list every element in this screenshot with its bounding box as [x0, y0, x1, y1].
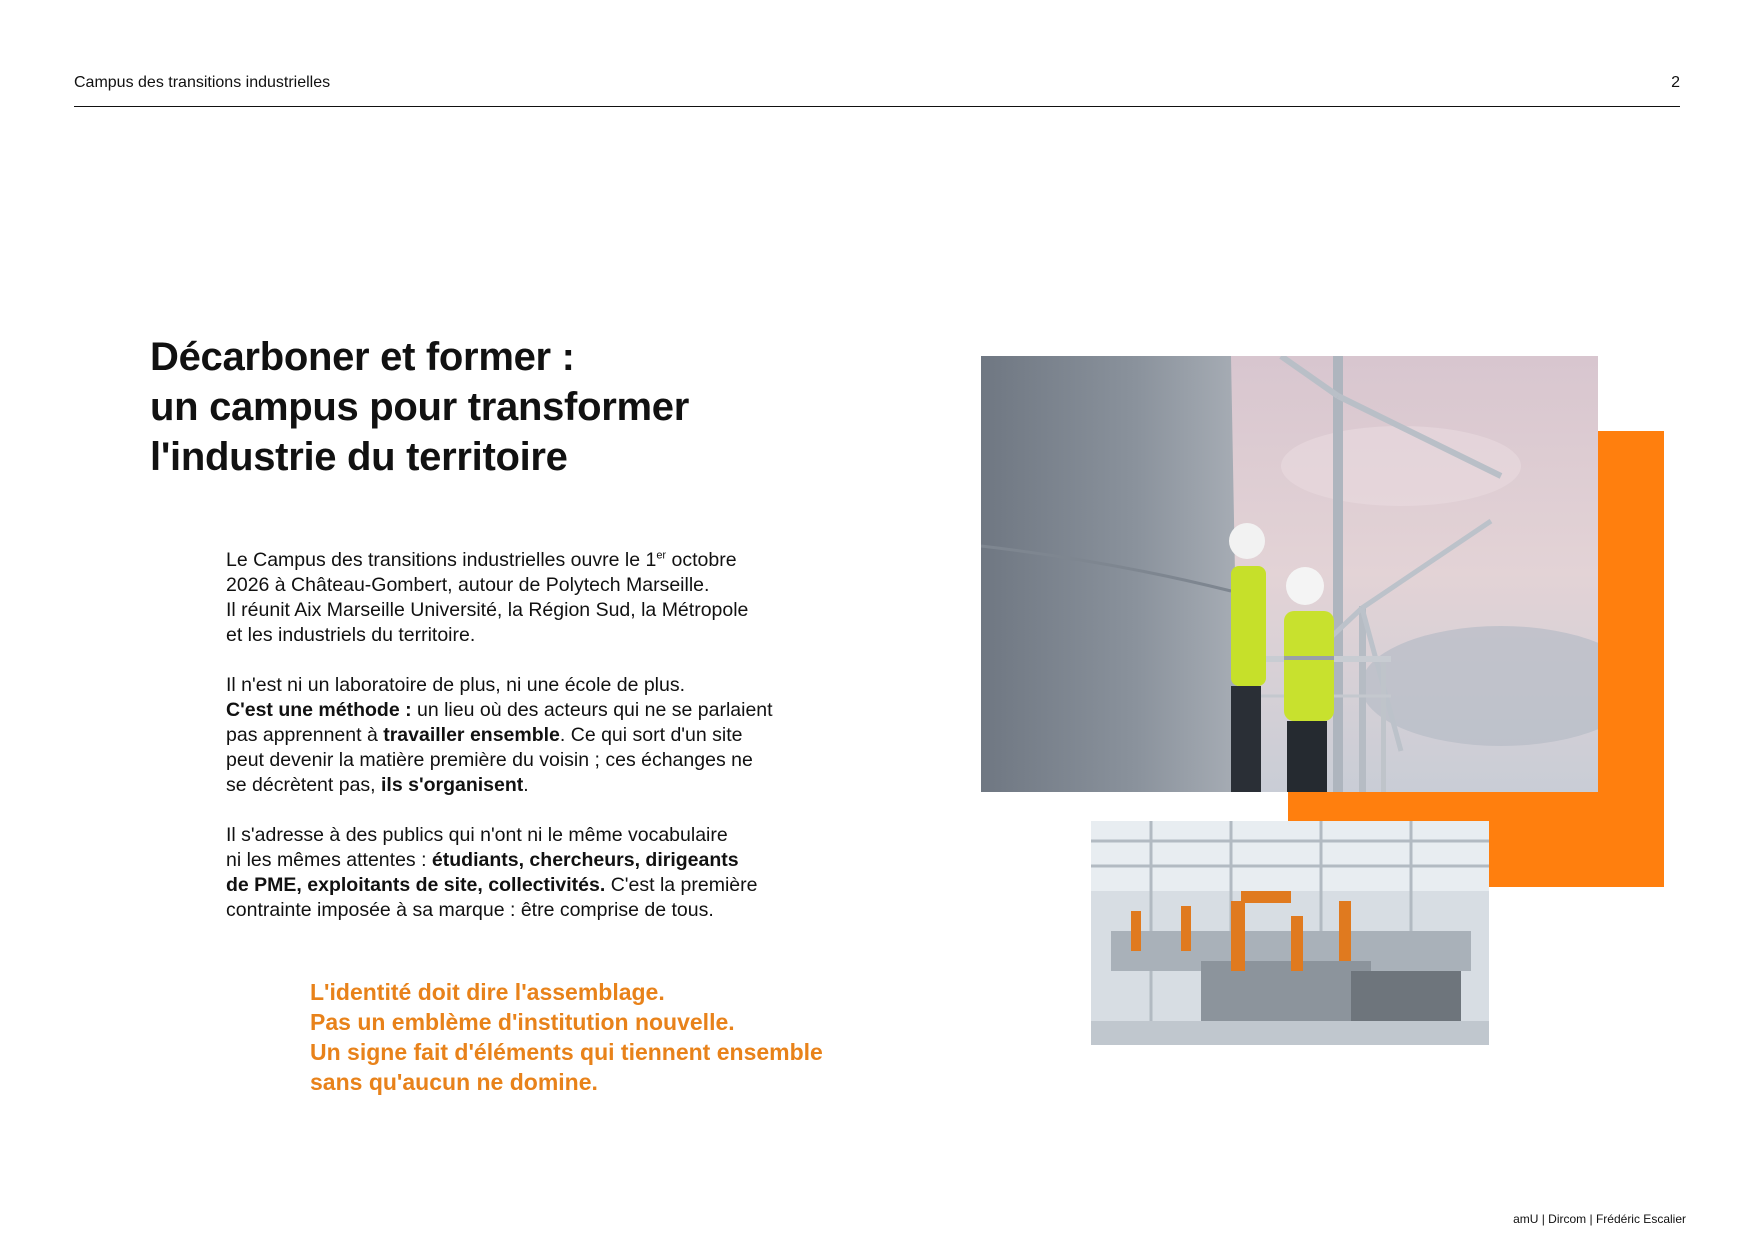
header-title: Campus des transitions industrielles [74, 74, 331, 91]
page-title [150, 332, 689, 482]
text-line: contrainte imposée à sa marque : être comprise de tous. [226, 899, 714, 921]
text-line [226, 773, 816, 798]
text-line: Il s'adresse à des publics qui n'ont ni le même vocabulaire [226, 824, 728, 846]
text-line [226, 873, 816, 898]
text-line [226, 698, 816, 723]
bold-text: de PME, exploitants de site, collectivités. [226, 874, 606, 896]
title-line: un campus pour transformer [150, 385, 689, 429]
bold-text: étudiants, chercheurs, dirigeants [431, 849, 739, 871]
quote-line: L'identité doit dire l'assemblage. [310, 979, 665, 1005]
text-line: Il réunit Aix Marseille Université, la Région Sud, la Métropole [226, 599, 749, 621]
text-run: se décrètent pas, [226, 774, 382, 796]
quote-line: Un signe fait d'éléments qui tiennent ensemble [310, 1039, 823, 1065]
page-number: 2 [1671, 74, 1680, 91]
text-line [226, 548, 816, 573]
text-run: un lieu où des acteurs qui ne se parlaient [411, 699, 773, 721]
text-run: . [523, 774, 529, 796]
superscript: er [656, 549, 667, 562]
text-run: . Ce qui sort d'un site [559, 724, 743, 746]
page-header [74, 70, 1680, 107]
quote-line: Pas un emblème d'institution nouvelle. [310, 1009, 735, 1035]
wind-turbine-workers-photo [981, 356, 1598, 792]
text-run: Le Campus des transitions industrielles ouvre le 1 [226, 549, 657, 571]
paragraph-audience [226, 823, 816, 923]
text-line [226, 848, 816, 873]
text-run: octobre [666, 549, 737, 571]
quote-line: sans qu'aucun ne domine. [310, 1069, 598, 1095]
robotic-factory-photo [1091, 821, 1489, 1045]
bold-text: C'est une méthode : [226, 699, 412, 721]
text-line [226, 723, 816, 748]
title-line: l'industrie du territoire [150, 435, 568, 479]
bold-text: travailler ensemble [383, 724, 560, 746]
title-line: Décarboner et former : [150, 335, 575, 379]
paragraph-method [226, 673, 816, 798]
bold-text: ils s'organisent [381, 774, 524, 796]
pull-quote [310, 977, 823, 1097]
footer-credit: amU | Dircom | Frédéric Escalier [1513, 1212, 1686, 1226]
body-text [226, 548, 816, 948]
text-run: C'est la première [605, 874, 758, 896]
paragraph-intro [226, 548, 816, 648]
text-line: peut devenir la matière première du voisin ; ces échanges ne [226, 749, 753, 771]
text-line: et les industriels du territoire. [226, 624, 476, 646]
text-run: pas apprennent à [226, 724, 384, 746]
text-run: ni les mêmes attentes : [226, 849, 432, 871]
text-line: Il n'est ni un laboratoire de plus, ni une école de plus. [226, 674, 686, 696]
text-line: 2026 à Château-Gombert, autour de Polytech Marseille. [226, 574, 710, 596]
